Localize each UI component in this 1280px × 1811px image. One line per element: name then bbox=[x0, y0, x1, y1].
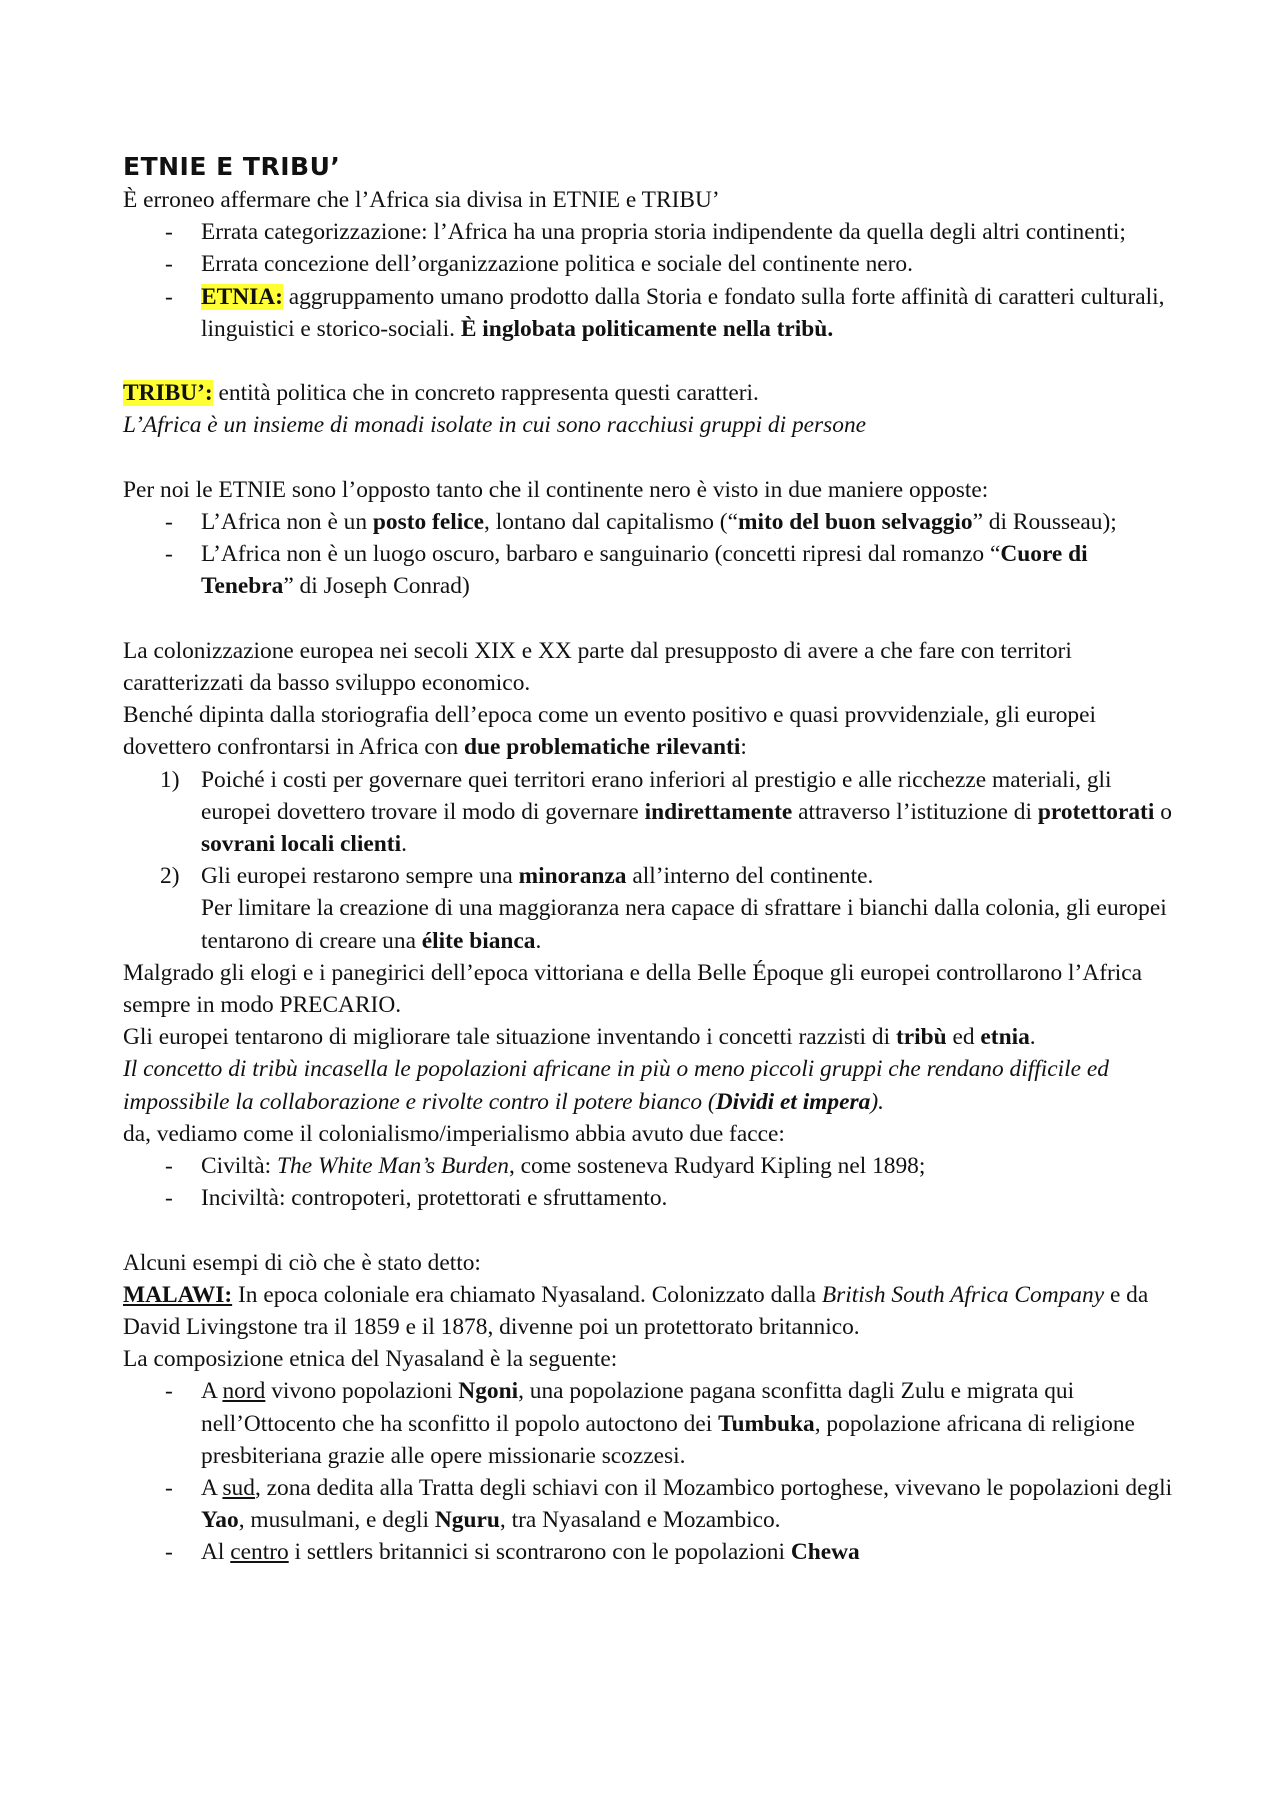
list-item: - Al centro i settlers britannici si scontrarono con le popolazioni Chewa bbox=[123, 1536, 1173, 1568]
intro-paragraph: È erroneo affermare che l’Africa sia divisa in ETNIE e TRIBU’ bbox=[123, 187, 720, 213]
list-item: - ETNIA: aggruppamento umano prodotto dalla Storia e fondato sulla forte affinità di caratteri culturali, linguistici e storico-sociali. È inglobata politicamente nella tribù. bbox=[123, 281, 1173, 345]
precario-paragraph: Malgrado gli elogi e i panegirici dell’epoca vittoriana e della Belle Époque gli europei controllarono l’Africa sempre in modo PRECARIO. bbox=[123, 959, 1143, 1019]
list-number: 2) bbox=[160, 863, 180, 890]
etnie-intro: Per noi le ETNIE sono l’opposto tanto che il continente nero è visto in due maniere opposte: bbox=[123, 476, 989, 503]
list-item: - Civiltà: The White Man’s Burden, come sosteneva Rudyard Kipling nel 1898; bbox=[123, 1150, 1173, 1182]
list-item: - A sud, zona dedita alla Tratta degli schiavi con il Mozambico portoghese, vivevano le popolazioni degli Yao, musulmani, e degli Nguru, tra Nyasaland e Mozambico. bbox=[123, 1472, 1173, 1536]
list-marker: - bbox=[165, 283, 173, 310]
tribu-highlight: TRIBU’: bbox=[123, 380, 213, 407]
list-item: - A nord vivono popolazioni Ngoni, una popolazione pagana sconfitta dagli Zulu e migrata qui nell’Ottocento che ha sconfitto il popolo autoctono dei Tumbuka, popolazione africana di religione presbiteriana grazie alle opere missionarie scozzesi. bbox=[123, 1375, 1173, 1472]
malawi-paragraph: MALAWI: In epoca coloniale era chiamato Nyasaland. Colonizzato dalla British South Africa Company e da David Livingstone tra il 1859 e il 1878, divenne poi un protettorato britannico. bbox=[123, 1281, 1149, 1341]
list-marker: - bbox=[165, 541, 173, 568]
divide-impera-paragraph: Il concetto di tribù incasella le popolazioni africane in più o meno piccoli gruppi che rendano difficile ed impossibile la collaborazione e rivolte contro il potere bianco (Dividi et impera). bbox=[123, 1056, 1109, 1115]
malawi-list bbox=[123, 1375, 1173, 1568]
tribu-italic-note: L’Africa è un insieme di monadi isolate in cui sono racchiusi gruppi di persone bbox=[123, 412, 867, 439]
etnia-highlight: ETNIA: bbox=[201, 283, 283, 310]
list-marker: - bbox=[165, 1153, 173, 1180]
two-faces-paragraph: da, vediamo come il colonialismo/imperialismo abbia avuto due facce: bbox=[123, 1120, 785, 1147]
list-marker: - bbox=[165, 1378, 173, 1405]
colonial-problems-paragraph: Benché dipinta dalla storiografia dell’epoca come un evento positivo e quasi provvidenziale, gli europei dovettero confrontarsi in Africa con due problematiche rilevanti: bbox=[123, 702, 1096, 761]
list-marker: - bbox=[165, 219, 173, 246]
list-marker: - bbox=[165, 509, 173, 535]
racist-concepts-paragraph: Gli europei tentarono di migliorare tale situazione inventando i concetti razzisti di tribù ed etnia. bbox=[123, 1024, 1036, 1051]
list-marker: - bbox=[165, 251, 173, 278]
list-item: 1) Poiché i costi per governare quei territori erano inferiori al prestigio e alle ricchezze materiali, gli europei dovettero trovare il modo di governare indirettamente attraverso l’istituzione di protettorati o sovrani locali clienti. bbox=[123, 764, 1173, 861]
examples-intro: Alcuni esempi di ciò che è stato detto: bbox=[123, 1249, 481, 1276]
etnie-list bbox=[123, 506, 1173, 603]
list-item: - Errata concezione dell’organizzazione politica e sociale del continente nero. bbox=[123, 248, 1173, 280]
colonial-paragraph: La colonizzazione europea nei secoli XIX e XX parte dal presupposto di avere a che fare con territori caratterizzati da basso sviluppo economico. bbox=[123, 637, 1072, 696]
list-item: - L’Africa non è un luogo oscuro, barbaro e sanguinario (concetti ripresi dal romanzo “Cuore di Tenebra” di Joseph Conrad) bbox=[123, 538, 1173, 602]
list-item: 2) Gli europei restarono sempre una minoranza all’interno del continente. Per limitare la creazione di una maggioranza nera capace di sfrattare i bianchi dalla colonia, gli europei tentarono di creare una élite bianca. bbox=[123, 860, 1173, 957]
document-page bbox=[123, 150, 1173, 1569]
page-title: ETNIE E TRIBU’ bbox=[123, 152, 341, 181]
list-item: - Inciviltà: contropoteri, protettorati e sfruttamento. bbox=[123, 1182, 1173, 1214]
errors-list bbox=[123, 216, 1173, 345]
list-item: - L’Africa non è un posto felice, lontano dal capitalismo (“mito del buon selvaggio” di Rousseau); bbox=[123, 506, 1173, 538]
malawi-label: MALAWI: bbox=[123, 1281, 233, 1308]
tribu-definition: TRIBU’: entità politica che in concreto rappresenta questi caratteri. bbox=[123, 380, 759, 407]
composition-paragraph: La composizione etnica del Nyasaland è la seguente: bbox=[123, 1346, 618, 1373]
list-marker: - bbox=[165, 1475, 173, 1502]
problems-list bbox=[123, 764, 1173, 957]
list-number: 1) bbox=[160, 766, 180, 793]
list-marker: - bbox=[165, 1185, 173, 1212]
faces-list bbox=[123, 1150, 1173, 1214]
list-item: - Errata categorizzazione: l’Africa ha una propria storia indipendente da quella degli altri continenti; bbox=[123, 216, 1173, 248]
list-marker: - bbox=[165, 1539, 173, 1566]
